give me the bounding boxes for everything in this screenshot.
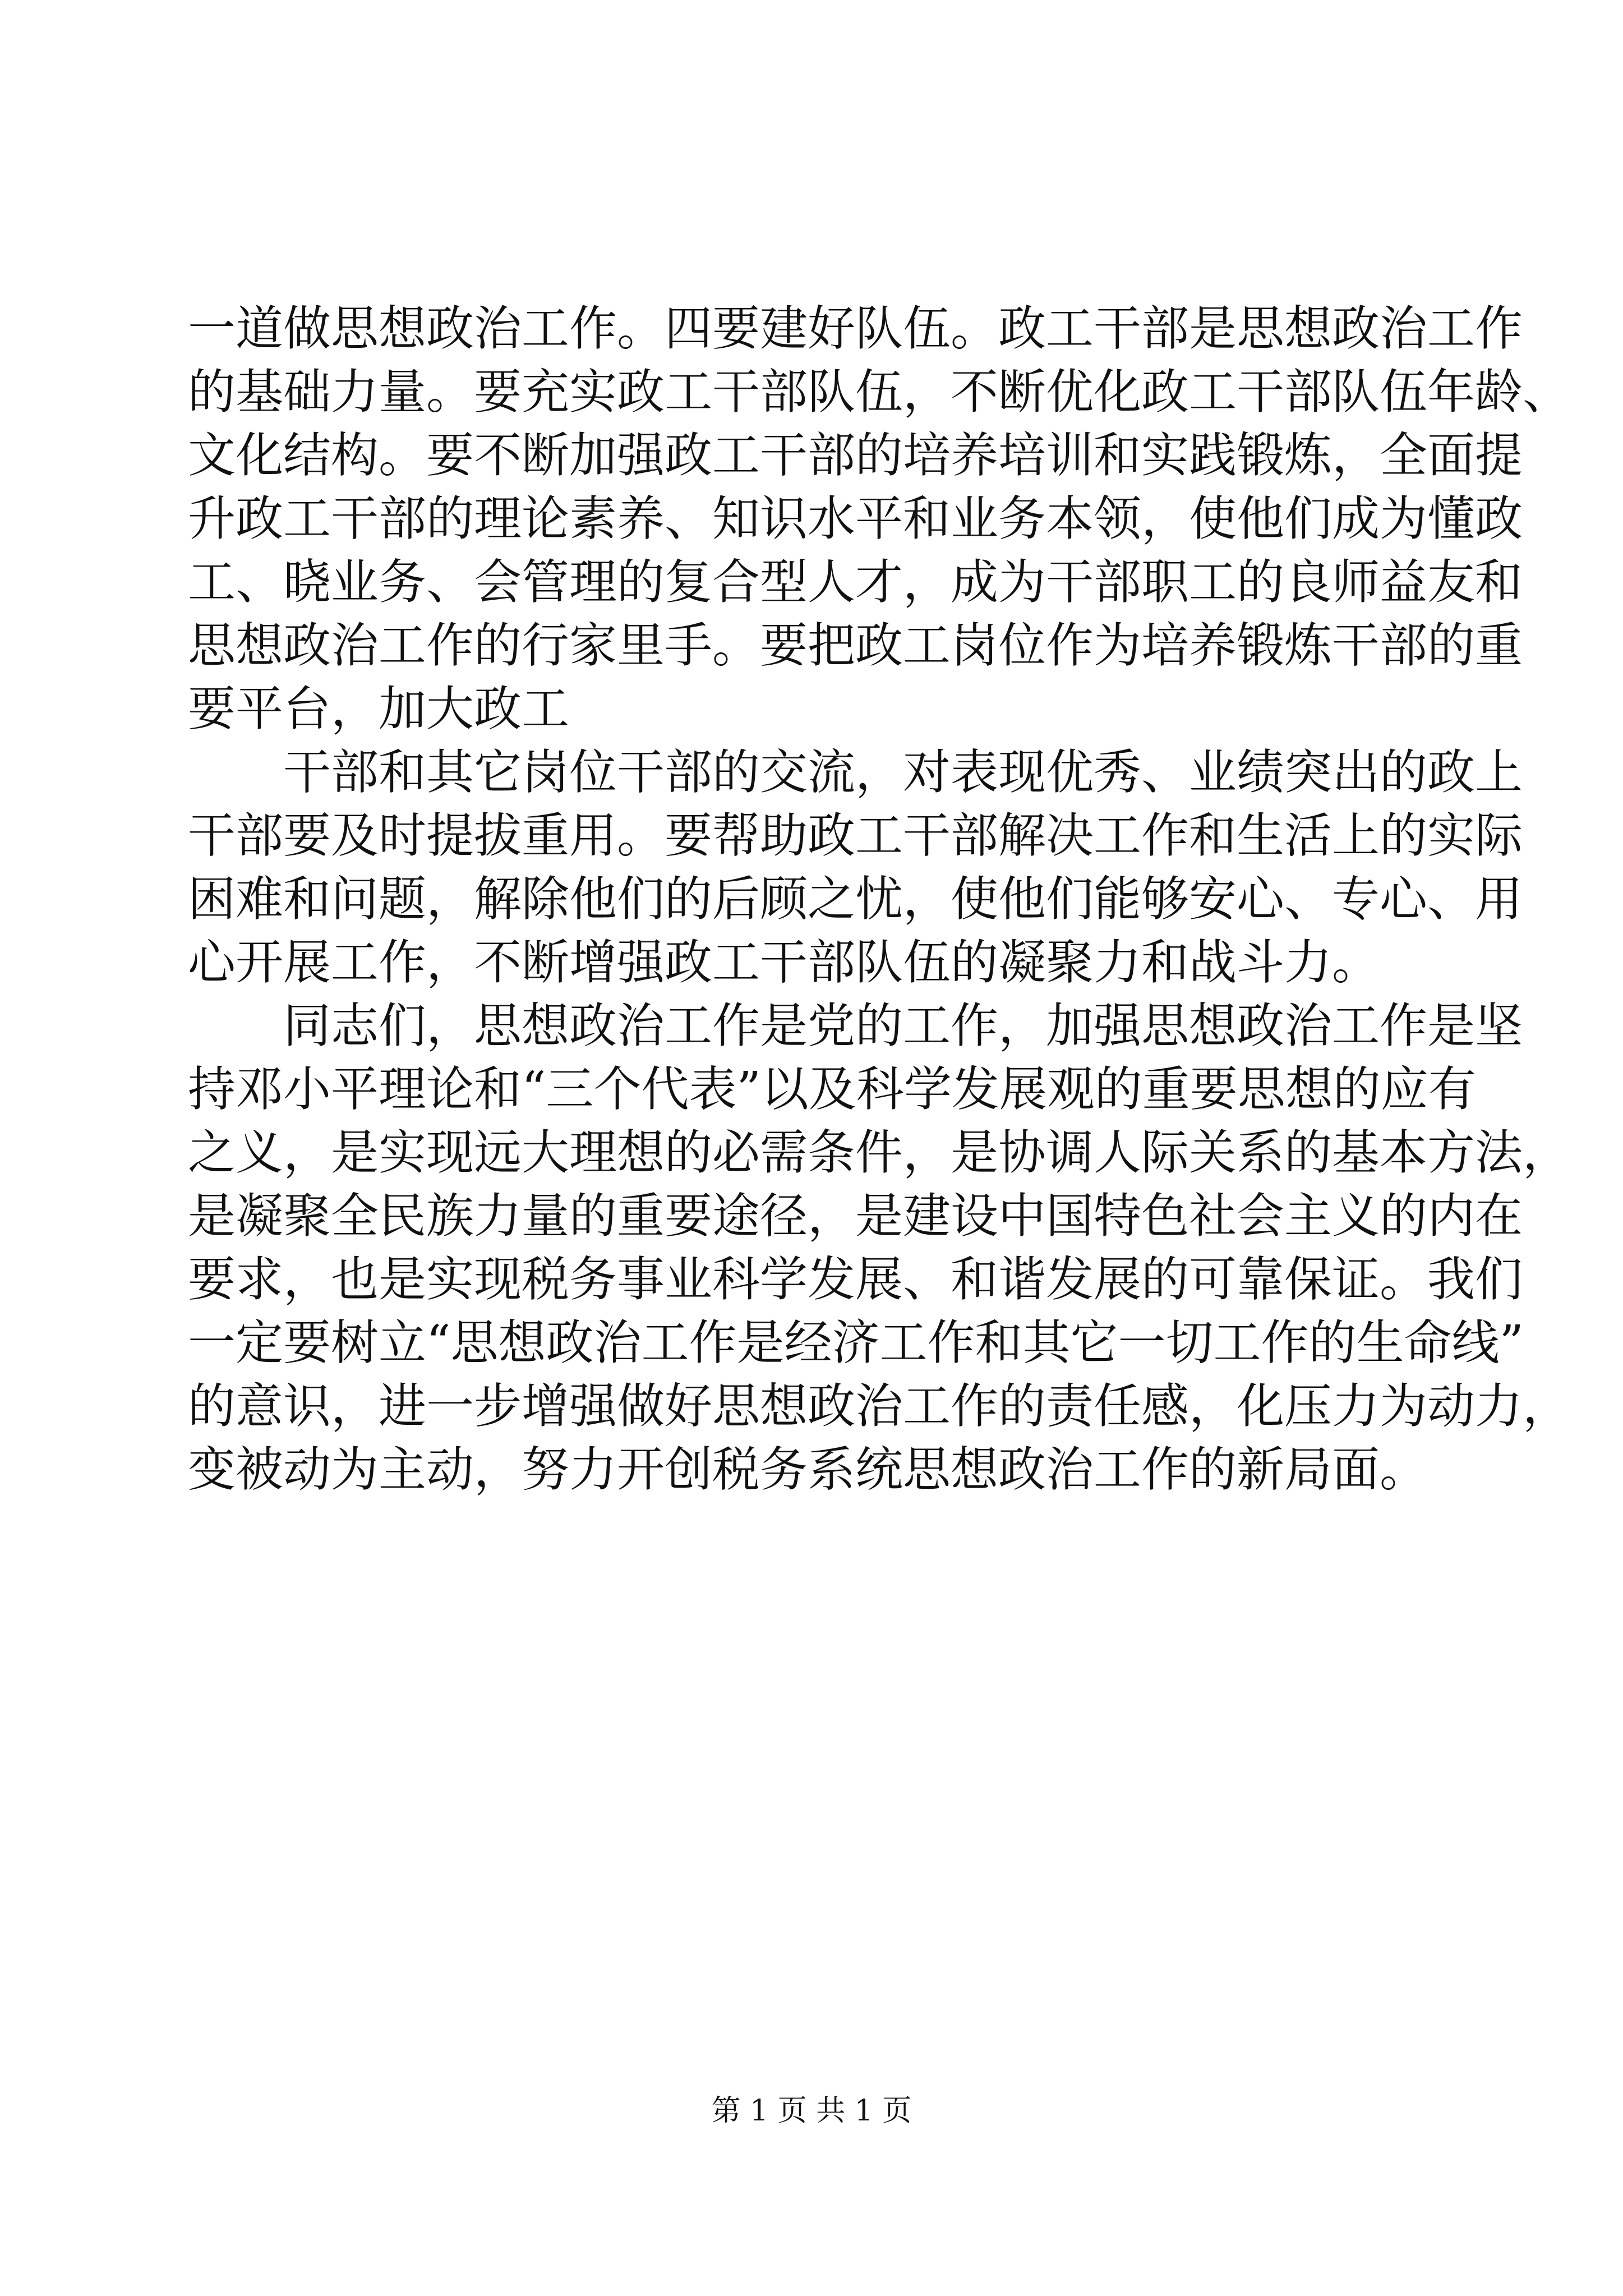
text-line: 持邓小平理论和“三个代表”以及科学发展观的重要思想的应有: [188, 1062, 1476, 1117]
text-line: 要平台，加大政工: [188, 682, 570, 737]
page-number-footer: 第 1 页 共 1 页: [711, 2094, 912, 2128]
text-line: 升政工干部的理论素养、知识水平和业务本领，使他们成为懂政: [188, 491, 1523, 547]
text-line: 心开展工作，不断增强政工干部队伍的凝聚力和战斗力。: [188, 935, 1380, 991]
text-line: 要求，也是实现税务事业科学发展、和谐发展的可靠保证。我们: [188, 1252, 1523, 1308]
document-body: [188, 297, 1571, 1502]
text-line: 之义，是实现远大理想的必需条件，是协调人际关系的基本方法，: [188, 1125, 1571, 1181]
text-line: 一道做思想政治工作。四要建好队伍。政工干部是思想政治工作: [188, 301, 1523, 357]
text-line: 工、晓业务、会管理的复合型人才，成为干部职工的良师益友和: [188, 555, 1523, 610]
text-line: 思想政治工作的行家里手。要把政工岗位作为培养锻炼干部的重: [188, 618, 1523, 674]
text-line: 困难和问题，解除他们的后顾之忧，使他们能够安心、专心、用: [188, 872, 1523, 927]
text-line: 干部要及时提拔重用。要帮助政工干部解决工作和生活上的实际: [188, 808, 1523, 864]
text-line: 变被动为主动，努力开创税务系统思想政治工作的新局面。: [188, 1442, 1428, 1498]
text-line: 同志们，思想政治工作是党的工作，加强思想政治工作是坚: [188, 999, 1523, 1054]
text-line: 是凝聚全民族力量的重要途径，是建设中国特色社会主义的内在: [188, 1189, 1523, 1244]
text-line: 的意识，进一步增强做好思想政治工作的责任感，化压力为动力，: [188, 1379, 1571, 1434]
text-line: 文化结构。要不断加强政工干部的培养培训和实践锻炼，全面提: [188, 428, 1523, 484]
text-line: 一定要树立“思想政治工作是经济工作和其它一切工作的生命线”: [188, 1315, 1524, 1371]
text-line: 干部和其它岗位干部的交流，对表现优秀、业绩突出的政上: [188, 745, 1523, 800]
text-line: 的基础力量。要充实政工干部队伍，不断优化政工干部队伍年龄、: [188, 365, 1571, 420]
